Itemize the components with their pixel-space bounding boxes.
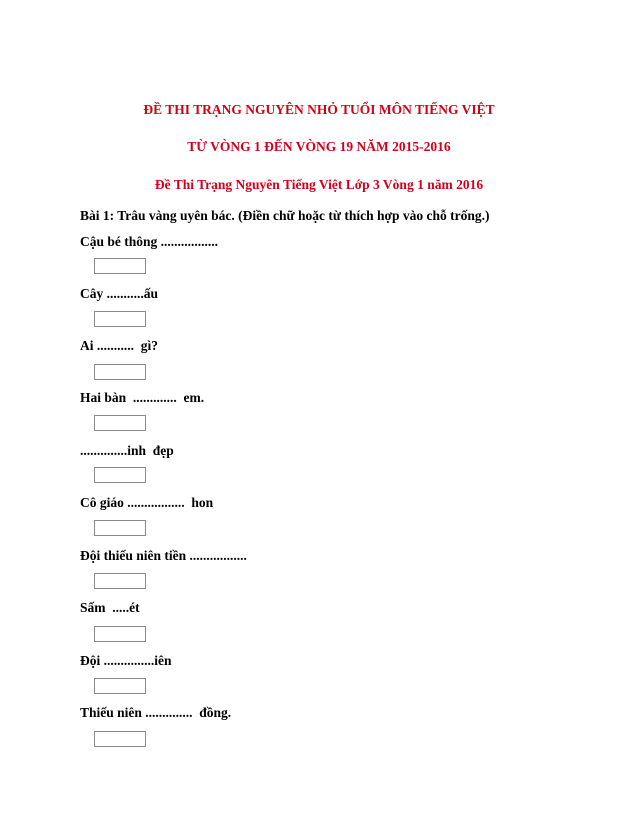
question-label: Sấm .....ét [80,600,140,615]
exercise-instruction [80,208,489,224]
document-title: ĐỀ THI TRẠNG NGUYÊN NHỎ TUỔI MÔN TIẾNG VIỆT [143,102,495,117]
question-label: Thiếu niên .............. đồng. [80,705,232,720]
question-label: Cô giáo ................. hon [80,495,214,510]
question-label: Đội thiếu niên tiền ................. [80,548,247,563]
answer-input[interactable] [94,258,146,274]
question-label: Cậu bé thông ................. [80,234,219,249]
document-title-rounds: TỪ VÒNG 1 ĐẾN VÒNG 19 NĂM 2015-2016 [187,139,451,154]
document-subtitle: Đề Thi Trạng Nguyên Tiếng Việt Lớp 3 Vòng 1 năm 2016 [154,177,484,192]
answer-input[interactable] [94,415,146,431]
answer-input[interactable] [94,520,146,536]
answer-input[interactable] [94,678,146,694]
answer-input[interactable] [94,731,146,747]
answer-input[interactable] [94,573,146,589]
question-label: ..............inh đẹp [80,443,174,458]
question-label: Ai ........... gì? [80,338,159,353]
question-label: Hai bàn ............. em. [80,390,205,405]
question-label: Cây ...........ấu [80,286,159,301]
exercise-heading: Bài 1: [80,208,115,223]
question-label: Đội ...............iên [80,653,172,668]
answer-input[interactable] [94,364,146,380]
answer-input[interactable] [94,626,146,642]
exercise-description: Trâu vàng uyên bác. (Điền chữ hoặc từ thích hợp vào chỗ trống.) [117,208,490,223]
answer-input[interactable] [94,467,146,483]
answer-input[interactable] [94,311,146,327]
